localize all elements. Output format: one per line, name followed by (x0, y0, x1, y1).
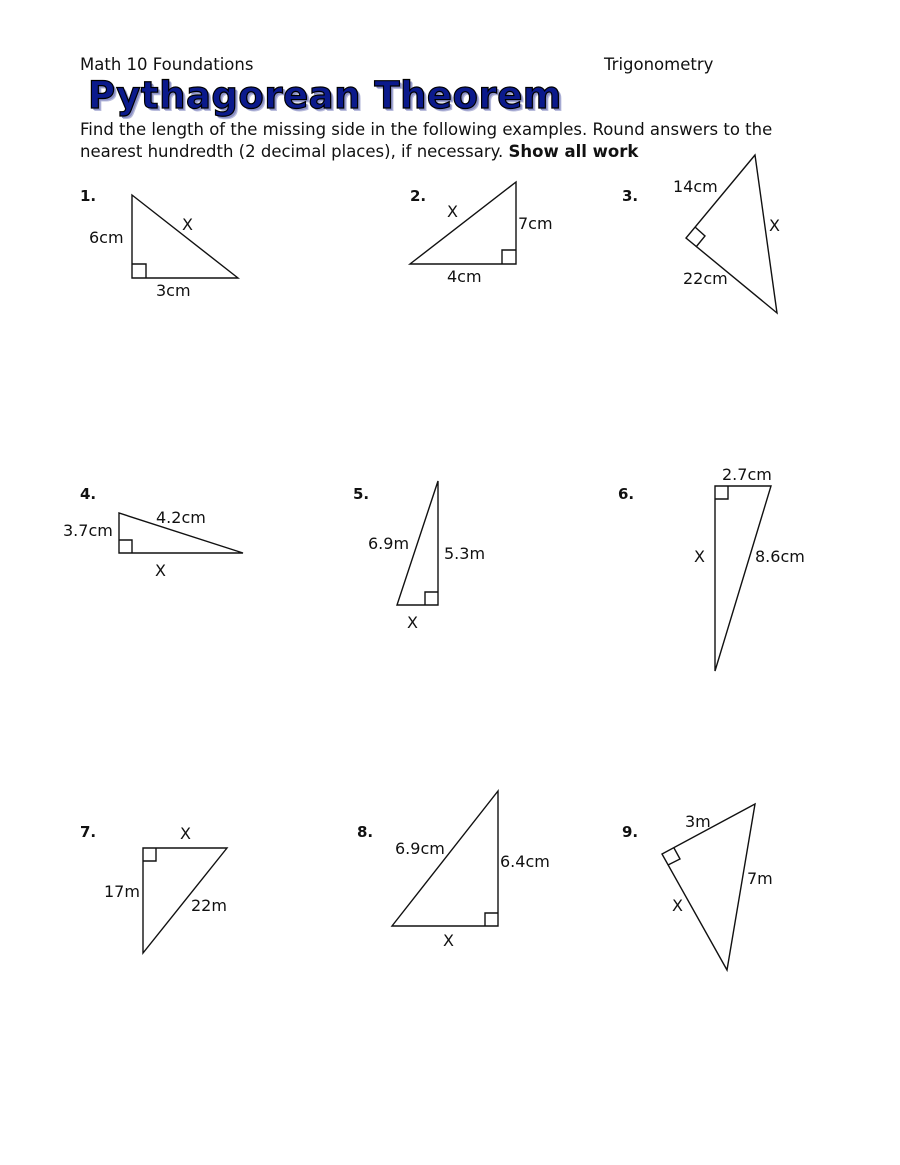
side-label: X (182, 215, 193, 234)
instructions-text: Find the length of the missing side in the following examples. Round answers to the nearest hundredth (2 decimal places), if necessary. (80, 120, 773, 161)
side-label: X (769, 216, 780, 235)
problem-number: 4. (80, 485, 97, 503)
side-label: 7cm (518, 214, 553, 233)
side-label: 5.3m (444, 544, 486, 563)
side-label: 6.4cm (500, 852, 550, 871)
side-label: X (180, 824, 191, 843)
side-label: X (443, 931, 454, 950)
problem-number: 1. (80, 187, 97, 205)
triangle-8 (392, 791, 498, 926)
side-label: X (694, 547, 705, 566)
problem-number: 8. (357, 823, 374, 841)
side-label: 3cm (156, 281, 191, 300)
problem-number: 9. (622, 823, 639, 841)
side-label: X (155, 561, 166, 580)
triangle-1 (132, 195, 238, 278)
side-label: 22cm (683, 269, 728, 288)
side-label: 6.9m (368, 534, 410, 553)
unit-name: Trigonometry (604, 55, 714, 74)
side-label: 4.2cm (156, 508, 206, 527)
side-label: X (672, 896, 683, 915)
problem-number: 2. (410, 187, 427, 205)
problem-number: 7. (80, 823, 97, 841)
side-label: 4cm (447, 267, 482, 286)
side-label: X (407, 613, 418, 632)
side-label: 2.7cm (722, 465, 772, 484)
side-label: 7m (747, 869, 773, 888)
side-label: 17m (104, 882, 140, 901)
side-label: 3m (685, 812, 711, 831)
side-label: 14cm (673, 177, 718, 196)
side-label: 8.6cm (755, 547, 805, 566)
problem-number: 6. (618, 485, 635, 503)
side-label: X (447, 202, 458, 221)
side-label: 6cm (89, 228, 124, 247)
problem-number: 5. (353, 485, 370, 503)
side-label: 6.9cm (395, 839, 445, 858)
instructions-emphasis: Show all work (508, 142, 639, 161)
course-name: Math 10 Foundations (80, 55, 254, 74)
page-title: Pythagorean Theorem (88, 74, 562, 117)
side-label: 22m (191, 896, 227, 915)
problem-number: 3. (622, 187, 639, 205)
side-label: 3.7cm (63, 521, 113, 540)
triangle-6 (715, 486, 771, 671)
